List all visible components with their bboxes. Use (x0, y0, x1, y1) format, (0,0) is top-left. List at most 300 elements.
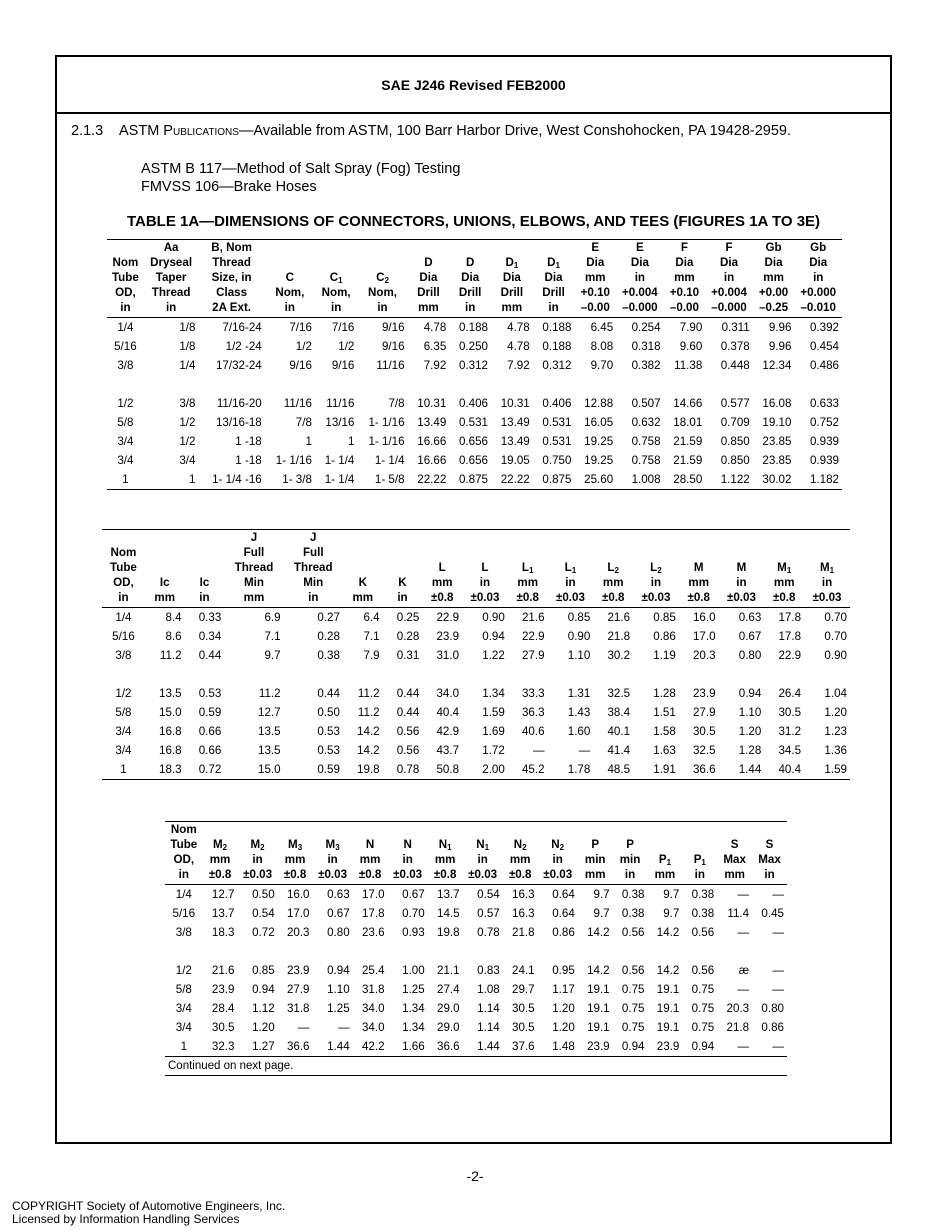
table-cell: 1.19 (653, 649, 676, 662)
column-header: F Dia in +0.004 –0.000 (711, 241, 747, 314)
table-cell: 0.507 (631, 397, 661, 410)
page-number: -2- (466, 1168, 484, 1184)
column-header: $M_1$ mm ±0.8 (772, 561, 796, 604)
table-cell: 1/8 (179, 340, 196, 353)
table-row (102, 722, 850, 741)
table-cell: 34.5 (778, 744, 802, 757)
table-cell: 0.406 (458, 397, 488, 410)
table-cell: 14.66 (673, 397, 703, 410)
table-cell: 0.95 (552, 964, 575, 977)
table-cell: 31.8 (361, 983, 385, 996)
table-cell: 0.86 (653, 630, 676, 643)
table-cell: 0.75 (621, 983, 645, 996)
column-header: $M_1$ in ±0.03 (812, 561, 842, 604)
table-row (107, 356, 842, 375)
table-cell: 28.50 (673, 473, 703, 486)
table-cell: 1/4 (179, 359, 196, 372)
table-cell: 9/16 (289, 359, 312, 372)
section-heading (71, 123, 791, 139)
table-cell: 3/4 (179, 454, 196, 467)
table-cell: 0.56 (396, 725, 420, 738)
spacer-row (107, 375, 842, 394)
table-cell: 1- 5/8 (374, 473, 405, 486)
column-header: $P_1$ in (693, 853, 706, 881)
table-cell: 0.75 (621, 1002, 645, 1015)
column-header: K in (397, 576, 408, 604)
table-cell: 14.2 (656, 926, 680, 939)
column-header: C Nom, in (275, 271, 305, 314)
table-cell: 1/2 (179, 435, 196, 448)
table-cell: 23.6 (361, 926, 385, 939)
table-cell: 19.1 (656, 983, 680, 996)
table-cell: 16.3 (512, 888, 535, 901)
table-cell: 19.10 (762, 416, 792, 429)
table-cell: 1/2 -24 (225, 340, 262, 353)
table-cell: 19.25 (584, 435, 614, 448)
table-cell: 0.38 (621, 888, 645, 901)
table-cell: 19.8 (357, 763, 380, 776)
table-row (107, 451, 842, 470)
table-cell: 3/4 (175, 1002, 192, 1015)
table-cell: 1.00 (402, 964, 425, 977)
table-row (107, 394, 842, 413)
table-cell: 17.0 (286, 907, 310, 920)
table-cell: 1.51 (653, 706, 676, 719)
column-header: $C_2$ Nom, in (367, 271, 397, 314)
table-cell: 45.2 (521, 763, 545, 776)
table-cell: 48.5 (607, 763, 631, 776)
table-cell: 19.8 (437, 926, 460, 939)
table-cell: 22.22 (500, 473, 530, 486)
column-header: $N_2$ mm ±0.8 (508, 838, 532, 881)
table-cell: 16.0 (286, 888, 310, 901)
column-header: M in ±0.03 (726, 561, 756, 604)
table-cell: 32.5 (692, 744, 716, 757)
table-cell: 17.0 (361, 888, 385, 901)
table-cell: 1.17 (552, 983, 575, 996)
table-cell: 19.1 (656, 1021, 680, 1034)
table-cell: 0.311 (721, 321, 750, 334)
table-cell: 7/8 (388, 397, 405, 410)
table-cell: 1 (122, 473, 129, 486)
table-cell: 0.312 (542, 359, 572, 372)
table-cell: 19.1 (587, 1021, 610, 1034)
table-cell: 18.01 (673, 416, 703, 429)
column-header: N mm ±0.8 (358, 838, 382, 881)
table-cell: 27.4 (437, 983, 460, 996)
table-cell: 0.86 (552, 926, 575, 939)
table-cell: 1/4 (117, 321, 134, 334)
table-cell: 7/16-24 (222, 321, 262, 334)
table-cell: 1.25 (327, 1002, 350, 1015)
table-cell: 21.59 (673, 454, 703, 467)
table-cell: 1- 1/16 (368, 435, 405, 448)
table-cell: 9.7 (663, 907, 680, 920)
table-cell: 1 (120, 763, 127, 776)
table-cell: 32.5 (607, 687, 631, 700)
table-cell: 9/16 (381, 321, 405, 334)
table-cell: 0.27 (317, 611, 340, 624)
column-header: $L_2$ in ±0.03 (641, 561, 671, 604)
table-cell: 32.3 (211, 1040, 235, 1053)
table-cell: 34.0 (361, 1002, 385, 1015)
table-cell: 0.70 (824, 611, 847, 624)
table-cell: 0.59 (198, 706, 222, 719)
table-cell: 9.96 (768, 340, 792, 353)
table-cell: 16.3 (512, 907, 535, 920)
table-cell: 13/16-18 (215, 416, 262, 429)
table-cell: 40.4 (778, 763, 802, 776)
table-cell: — (737, 926, 750, 939)
table-cell: 17.0 (692, 630, 716, 643)
column-header: $N_1$ mm ±0.8 (433, 838, 457, 881)
table-cell: 0.850 (720, 454, 750, 467)
table-cell: 0.750 (542, 454, 572, 467)
table-cell: 0.758 (631, 435, 661, 448)
table-row (107, 413, 842, 432)
table-cell: 37.6 (512, 1040, 535, 1053)
table-cell: 23.9 (587, 1040, 610, 1053)
table-cell: 17.8 (361, 907, 385, 920)
table-cell: 9/16 (331, 359, 355, 372)
table-cell: 12.88 (584, 397, 614, 410)
table-cell: 30.5 (778, 706, 802, 719)
column-header: D Dia Drill in (458, 256, 482, 314)
table-cell: 0.83 (477, 964, 500, 977)
table-cell: 3/4 (117, 435, 134, 448)
table-cell: 13.49 (500, 416, 530, 429)
table-cell: 40.6 (521, 725, 545, 738)
table-cell: 0.85 (567, 611, 591, 624)
table-cell: 21.6 (521, 611, 545, 624)
column-header: $L_1$ mm ±0.8 (516, 561, 539, 604)
table-cell: — (737, 983, 750, 996)
table-cell: 0.188 (542, 340, 572, 353)
column-header: Ic mm (154, 576, 176, 604)
table-cell: 4.78 (507, 340, 530, 353)
table-cell: 2.00 (482, 763, 505, 776)
table-cell: 0.850 (720, 435, 750, 448)
table-cell: 1.04 (824, 687, 847, 700)
table-cell: 7.9 (363, 649, 380, 662)
table-cell: — (297, 1021, 310, 1034)
continued-note: Continued on next page. (165, 1057, 787, 1076)
reference-item: FMVSS 106—Brake Hoses (141, 179, 317, 195)
table-cell: 8.6 (165, 630, 182, 643)
table-cell: 0.531 (458, 416, 488, 429)
table-cell: 25.60 (584, 473, 614, 486)
table-cell: 3/8 (117, 359, 134, 372)
table-cell: 23.9 (436, 630, 460, 643)
table-cell: 1.69 (482, 725, 505, 738)
table-cell: 1.43 (567, 706, 591, 719)
column-header: P min mm (584, 838, 606, 881)
dimensions-table-2 (102, 529, 850, 780)
table-cell: 30.02 (762, 473, 792, 486)
table-cell: 17.8 (778, 630, 802, 643)
table-cell: 0.33 (198, 611, 222, 624)
table-cell: 1.34 (402, 1002, 425, 1015)
table-cell: 0.66 (198, 744, 222, 757)
table-cell: 0.28 (317, 630, 340, 643)
table-cell: 0.70 (402, 907, 425, 920)
table-cell: 40.1 (607, 725, 631, 738)
table-cell: 13.5 (258, 725, 281, 738)
table-cell: 0.939 (809, 435, 839, 448)
table-cell: 7/8 (295, 416, 312, 429)
table-row (102, 741, 850, 760)
table-cell: 30.5 (512, 1002, 535, 1015)
table-cell: 27.9 (521, 649, 545, 662)
column-header: K mm (352, 576, 374, 604)
table-cell: 15.0 (258, 763, 281, 776)
table-cell: 7.92 (507, 359, 530, 372)
table-cell: 0.577 (720, 397, 750, 410)
table-cell: 1.23 (824, 725, 847, 738)
table-cell: 0.56 (621, 926, 645, 939)
table-cell: 16.8 (159, 744, 182, 757)
table-row (165, 1037, 787, 1057)
table-cell: 0.66 (198, 725, 222, 738)
table-cell: 30.5 (692, 725, 716, 738)
table-cell: 0.28 (396, 630, 420, 643)
table-cell: 23.85 (762, 435, 792, 448)
column-header: $N_1$ in ±0.03 (468, 838, 498, 881)
table-cell: 0.67 (402, 888, 425, 901)
table-cell: 0.94 (252, 983, 275, 996)
column-header: E Dia in +0.004 –0.000 (621, 241, 658, 314)
table-cell: 31.0 (436, 649, 460, 662)
column-header: J Full Thread Min mm (234, 531, 274, 604)
table-cell: 0.59 (317, 763, 340, 776)
table-cell: 0.53 (317, 744, 340, 757)
table-cell: 0.709 (720, 416, 750, 429)
table-cell: 0.318 (631, 340, 661, 353)
table-cell: 11.38 (674, 359, 703, 372)
table-cell: 19.05 (500, 454, 530, 467)
table-cell: 8.4 (165, 611, 182, 624)
table-cell: 30.5 (512, 1021, 535, 1034)
table-cell: 1.59 (824, 763, 847, 776)
table-cell: 8.08 (590, 340, 614, 353)
column-header: Nom Tube OD, in (111, 256, 139, 314)
license-line: Licensed by Information Handling Services (12, 1212, 240, 1226)
table-cell: 0.64 (552, 907, 575, 920)
table-cell: 3/4 (115, 744, 132, 757)
table-cell: 23.9 (211, 983, 235, 996)
table-cell: 5/8 (115, 706, 132, 719)
spacer-row (165, 942, 787, 961)
table-cell: 5/8 (117, 416, 134, 429)
table-cell: 30.2 (607, 649, 631, 662)
table-cell: 0.632 (631, 416, 661, 429)
table-cell: 14.2 (587, 964, 610, 977)
header-row (102, 530, 850, 608)
page-frame (55, 55, 892, 1144)
table-cell: 13.5 (159, 687, 182, 700)
table-cell: — (737, 1040, 750, 1053)
table-cell: 1.22 (482, 649, 505, 662)
table-row (107, 337, 842, 356)
table-cell: 12.34 (762, 359, 792, 372)
table-cell: 0.94 (327, 964, 350, 977)
table-cell: 1.27 (252, 1040, 275, 1053)
table-cell: 16.08 (762, 397, 792, 410)
continued-row (165, 1057, 787, 1076)
table-cell: 21.6 (607, 611, 631, 624)
table-cell: 0.312 (458, 359, 488, 372)
table-cell: 0.90 (824, 649, 847, 662)
table-cell: 1.58 (653, 725, 676, 738)
table-cell: 1.10 (327, 983, 350, 996)
table-cell: 22.22 (417, 473, 447, 486)
table-cell: 11.2 (357, 706, 380, 719)
table-cell: 0.34 (198, 630, 222, 643)
column-header: $L_2$ mm ±0.8 (601, 561, 625, 604)
table-cell: 13.7 (437, 888, 460, 901)
table-cell: 20.3 (692, 649, 716, 662)
column-header: F Dia mm +0.10 –0.00 (669, 241, 700, 314)
table-cell: 21.1 (437, 964, 460, 977)
table-cell: 1/8 (179, 321, 196, 334)
table-cell: 7/16 (331, 321, 355, 334)
table-cell: 0.392 (809, 321, 839, 334)
table-cell: 0.54 (252, 907, 275, 920)
table-cell: 31.2 (778, 725, 802, 738)
table-cell: 0.44 (396, 687, 420, 700)
table-cell: 11.2 (258, 687, 281, 700)
column-header: $M_2$ in ±0.03 (243, 838, 273, 881)
table-cell: 36.6 (286, 1040, 310, 1053)
table-cell: 27.9 (692, 706, 716, 719)
table-cell: 1/2 (295, 340, 312, 353)
table-cell: 0.53 (198, 687, 222, 700)
table-cell: 0.758 (631, 454, 661, 467)
table-cell: 0.75 (691, 1021, 715, 1034)
column-header: Nom Tube OD, in (110, 546, 137, 604)
table-cell: 0.31 (396, 649, 420, 662)
table-cell: 9/16 (381, 340, 405, 353)
table-cell: 29.0 (437, 1002, 460, 1015)
table-cell: 0.78 (396, 763, 420, 776)
table-cell: 1 -18 (235, 454, 262, 467)
column-header: Nom Tube OD, in (170, 823, 198, 881)
table-cell: 25.4 (361, 964, 385, 977)
table-cell: 1.91 (653, 763, 676, 776)
table-cell: 20.3 (726, 1002, 750, 1015)
table-cell: 1.48 (552, 1040, 575, 1053)
column-header: Ic in (199, 576, 210, 604)
table-cell: 13.7 (211, 907, 235, 920)
table-cell: 13.49 (417, 416, 447, 429)
table-cell: 12.7 (211, 888, 235, 901)
table-cell: 36.6 (437, 1040, 460, 1053)
table-cell: 13.49 (500, 435, 530, 448)
table-cell: 0.50 (317, 706, 340, 719)
table-cell: — (772, 926, 784, 939)
table-cell: 0.53 (317, 725, 340, 738)
table-cell: 1 (189, 473, 196, 486)
table-row (107, 432, 842, 451)
table-cell: 19.25 (584, 454, 614, 467)
table-cell: 0.633 (809, 397, 839, 410)
table-cell: 0.75 (621, 1021, 645, 1034)
table-cell: — (772, 964, 784, 977)
table-cell: 3/4 (115, 725, 132, 738)
table-cell: 12.7 (258, 706, 281, 719)
table-cell: 0.85 (653, 611, 676, 624)
table-row (102, 684, 850, 703)
table-cell: 1- 3/8 (282, 473, 312, 486)
column-header: B, Nom Thread Size, in Class 2A Ext. (211, 241, 252, 314)
table-cell: 4.78 (507, 321, 530, 334)
table-cell: 16.66 (417, 435, 447, 448)
table-cell: 0.250 (458, 340, 488, 353)
table-cell: 20.3 (286, 926, 310, 939)
column-header: D Dia Drill mm (417, 256, 440, 314)
table-cell: 40.4 (436, 706, 460, 719)
table-row (165, 961, 787, 980)
table-cell: 22.9 (436, 611, 460, 624)
table-cell: 0.752 (809, 416, 839, 429)
dimensions-table-3 (165, 821, 787, 1076)
table-cell: 1- 1/16 (368, 416, 405, 429)
table-cell: 1.25 (402, 983, 425, 996)
table-cell: 0.486 (809, 359, 839, 372)
table-cell: 3/4 (175, 1021, 192, 1034)
table-cell: 29.7 (512, 983, 535, 996)
table-cell: 17.8 (778, 611, 802, 624)
reference-list (141, 160, 460, 196)
table-cell: 16.8 (159, 725, 182, 738)
table-cell: 29.0 (437, 1021, 460, 1034)
table-cell: 7/16 (289, 321, 312, 334)
table-cell: 0.94 (621, 1040, 645, 1053)
table-cell: 42.9 (436, 725, 460, 738)
table-cell: 0.80 (327, 926, 350, 939)
table-cell: 0.56 (691, 964, 715, 977)
table-cell: 21.59 (673, 435, 703, 448)
table-cell: 33.3 (521, 687, 545, 700)
table-title: TABLE 1A—DIMENSIONS OF CONNECTORS, UNIONS, ELBOWS, AND TEES (FIGURES 1A TO 3E) (126, 213, 821, 230)
table-cell: 7.92 (423, 359, 447, 372)
column-header: $M_3$ in ±0.03 (318, 838, 348, 881)
table-cell: 1/4 (115, 611, 132, 624)
table-cell: 1.10 (567, 649, 591, 662)
table-cell: 1.28 (653, 687, 676, 700)
table-cell: 36.3 (521, 706, 545, 719)
column-header: Gb Dia mm +0.00 –0.25 (758, 241, 789, 314)
table-cell: 1/4 (175, 888, 192, 901)
table-cell: 0.382 (631, 359, 661, 372)
table-cell: 1- 1/4 -16 (212, 473, 262, 486)
table-cell: 1.20 (552, 1021, 575, 1034)
copyright-notice (12, 1200, 285, 1226)
table-cell: 16.05 (584, 416, 614, 429)
table-cell: 1 -18 (235, 435, 262, 448)
column-header: $C_1$ Nom, in (321, 271, 351, 314)
table-cell: 1- 1/4 (324, 454, 355, 467)
table-row (102, 646, 850, 665)
table-cell: 1.59 (482, 706, 505, 719)
table-cell: 1.34 (402, 1021, 425, 1034)
copyright-line: COPYRIGHT Society of Automotive Engineers, Inc. (12, 1199, 286, 1213)
table-cell: 1.78 (567, 763, 591, 776)
section-text: —Available from ASTM, 100 Barr Harbor Drive, West Conshohocken, PA 19428-2959. (238, 123, 791, 139)
table-cell: 0.38 (621, 907, 645, 920)
table-cell: 11.4 (727, 907, 750, 920)
table-cell: 1/2 (117, 397, 134, 410)
